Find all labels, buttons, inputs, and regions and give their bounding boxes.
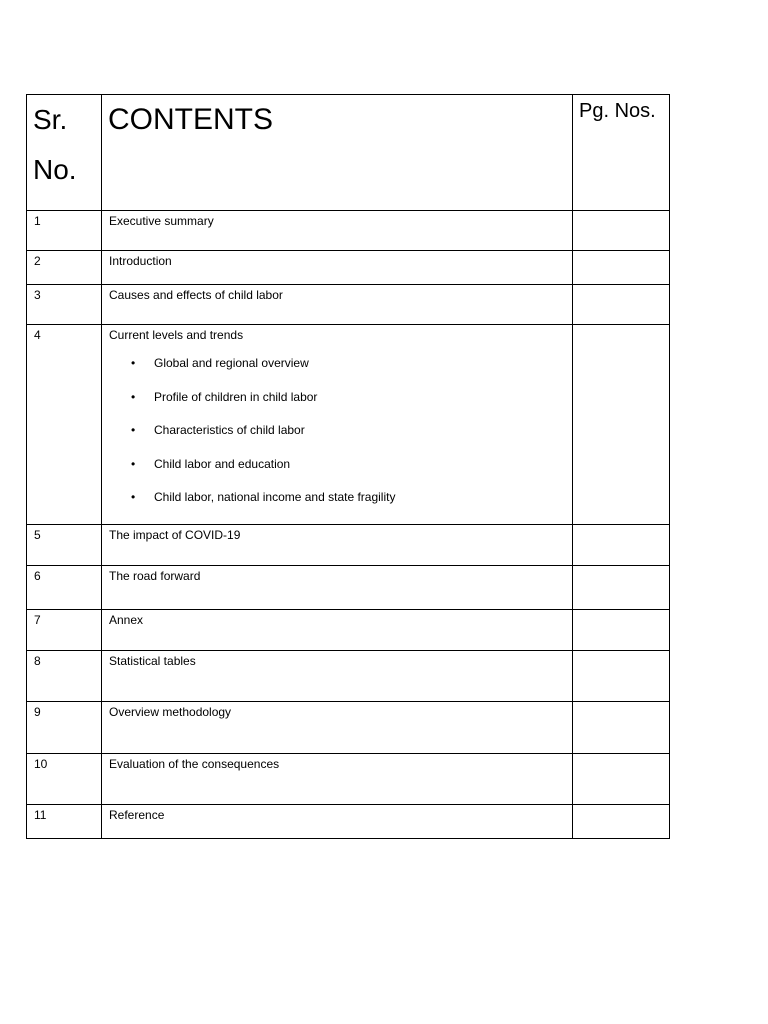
title-cell: Causes and effects of child labor <box>102 285 573 325</box>
title-cell: Introduction <box>102 251 573 285</box>
bullet-icon: • <box>131 490 136 504</box>
page-cell <box>573 325 670 525</box>
sr-cell: 9 <box>27 702 102 754</box>
sr-cell: 3 <box>27 285 102 325</box>
bullet-icon: • <box>131 456 136 471</box>
page-cell <box>573 251 670 285</box>
title-cell <box>102 325 573 525</box>
bullet-icon: • <box>131 356 136 370</box>
list-item <box>109 381 566 415</box>
list-item <box>109 448 566 482</box>
table-row <box>27 610 670 651</box>
page-cell <box>573 754 670 805</box>
table-row <box>27 211 670 251</box>
page-cell <box>573 285 670 325</box>
sr-cell: 4 <box>27 325 102 525</box>
sr-cell: 2 <box>27 251 102 285</box>
sr-no-header: Sr. No. <box>27 95 102 211</box>
table-row <box>27 566 670 610</box>
subsection-label: Profile of children in child labor <box>154 389 318 404</box>
bullet-icon: • <box>131 423 136 437</box>
sr-cell: 10 <box>27 754 102 805</box>
table-row <box>27 525 670 566</box>
title-cell: Overview methodology <box>102 702 573 754</box>
title-cell: Evaluation of the consequences <box>102 754 573 805</box>
contents-table <box>26 94 670 839</box>
list-item <box>109 481 566 515</box>
sr-cell: 11 <box>27 805 102 839</box>
table-row <box>27 251 670 285</box>
table-row <box>27 325 670 525</box>
bullet-icon: • <box>131 389 136 404</box>
list-item <box>109 347 566 381</box>
sr-cell: 7 <box>27 610 102 651</box>
page-cell <box>573 702 670 754</box>
sr-cell: 5 <box>27 525 102 566</box>
header-row <box>27 95 670 211</box>
page-cell <box>573 566 670 610</box>
title-cell: Annex <box>102 610 573 651</box>
subsection-list <box>109 347 566 515</box>
sr-cell: 1 <box>27 211 102 251</box>
page-cell <box>573 805 670 839</box>
page-cell <box>573 651 670 702</box>
page-cell <box>573 610 670 651</box>
table-row <box>27 651 670 702</box>
title-cell: Reference <box>102 805 573 839</box>
title-cell: Executive summary <box>102 211 573 251</box>
title-cell: The road forward <box>102 566 573 610</box>
table-row <box>27 754 670 805</box>
subsection-label: Child labor, national income and state fragility <box>154 490 396 504</box>
sr-cell: 8 <box>27 651 102 702</box>
title-cell: The impact of COVID-19 <box>102 525 573 566</box>
table-row <box>27 285 670 325</box>
sr-cell: 6 <box>27 566 102 610</box>
subsection-label: Child labor and education <box>154 456 291 471</box>
list-item <box>109 414 566 448</box>
section-title: Current levels and trends <box>109 328 244 342</box>
table-row <box>27 702 670 754</box>
title-cell: Statistical tables <box>102 651 573 702</box>
page-cell <box>573 525 670 566</box>
subsection-label: Global and regional overview <box>154 356 309 370</box>
table-row <box>27 805 670 839</box>
contents-header: CONTENTS <box>102 95 573 211</box>
subsection-label: Characteristics of child labor <box>154 423 305 437</box>
page-numbers-header: Pg. Nos. <box>573 95 670 211</box>
page-cell <box>573 211 670 251</box>
